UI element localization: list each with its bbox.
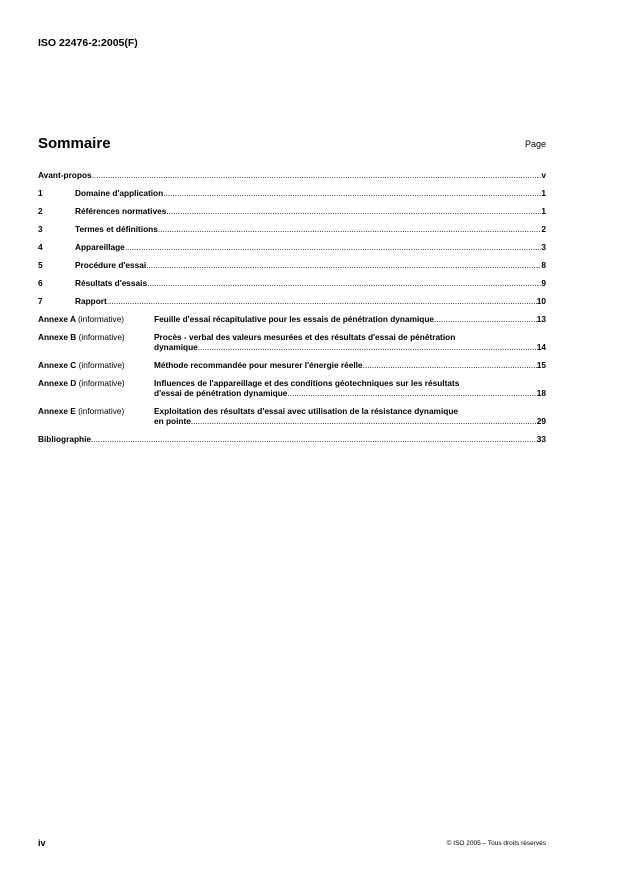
toc-entry-avant-propos[interactable] xyxy=(38,170,546,180)
dot-leader xyxy=(166,206,541,216)
toc-entry-text: Références normatives xyxy=(75,206,167,216)
dot-leader xyxy=(434,314,537,324)
toc-entry-3[interactable] xyxy=(38,224,546,234)
document-id: ISO 22476-2:2005(F) xyxy=(38,37,138,49)
toc-entry-text: Méthode recommandée pour mesurer l'énergie réelle xyxy=(154,360,363,370)
toc-entry-page: 9 xyxy=(541,278,546,288)
page-number: iv xyxy=(38,838,46,848)
toc-entry-number: 1 xyxy=(38,188,43,198)
toc-entry-text: Appareillage xyxy=(75,242,125,252)
toc-entry-page: 1 xyxy=(541,188,546,198)
toc-entry-text-continued: en pointe xyxy=(154,416,191,426)
toc-entry-text: Feuille d'essai récapitulative pour les essais de pénétration dynamique xyxy=(154,314,435,324)
dot-leader xyxy=(146,260,541,270)
annex-label: Annexe D (informative) xyxy=(38,378,125,388)
toc-entry-page: 8 xyxy=(541,260,546,270)
dot-leader xyxy=(163,188,541,198)
toc-entry-text: Avant-propos xyxy=(38,170,92,180)
copyright-notice: © ISO 2005 – Tous droits réservés xyxy=(446,840,546,847)
toc-entry-7[interactable] xyxy=(38,296,546,306)
toc-entry-number: 7 xyxy=(38,296,43,306)
toc-entry-page: 29 xyxy=(536,416,546,426)
dot-leader xyxy=(107,296,537,306)
toc-entry-page: 14 xyxy=(536,342,546,352)
toc-title: Sommaire xyxy=(38,135,111,152)
annex-label: Annexe A (informative) xyxy=(38,314,125,324)
toc-entry-text-continued: d'essai de pénétration dynamique xyxy=(154,388,288,398)
dot-leader xyxy=(363,360,537,370)
toc-entry-bibliographie[interactable] xyxy=(38,434,546,444)
toc-entry-2[interactable] xyxy=(38,206,546,216)
toc-entry-text: Domaine d'application xyxy=(75,188,164,198)
annex-label: Annexe C (informative) xyxy=(38,360,125,370)
toc-entry-page: v xyxy=(541,170,546,180)
page-column-label: Page xyxy=(524,139,546,149)
table-of-contents xyxy=(38,170,546,452)
toc-entry-text: Rapport xyxy=(75,296,107,306)
dot-leader xyxy=(92,170,542,180)
toc-entry-page: 2 xyxy=(541,224,546,234)
toc-entry-annexe-b[interactable] xyxy=(38,332,546,352)
toc-entry-text: Bibliographie xyxy=(38,434,92,444)
toc-entry-text-continued: dynamique xyxy=(154,342,198,352)
toc-entry-1[interactable] xyxy=(38,188,546,198)
toc-entry-5[interactable] xyxy=(38,260,546,270)
toc-entry-number: 5 xyxy=(38,260,43,270)
toc-entry-text: Résultats d'essais xyxy=(75,278,148,288)
dot-leader xyxy=(198,342,537,352)
toc-entry-page: 3 xyxy=(541,242,546,252)
toc-entry-annexe-d[interactable] xyxy=(38,378,546,398)
dot-leader xyxy=(91,434,537,444)
toc-entry-text: Influences de l'appareillage et des conditions géotechniques sur les résultats xyxy=(154,378,460,388)
dot-leader xyxy=(158,224,542,234)
annex-label: Annexe E (informative) xyxy=(38,406,125,416)
annex-label: Annexe B (informative) xyxy=(38,332,125,342)
toc-entry-number: 4 xyxy=(38,242,43,252)
dot-leader xyxy=(191,416,537,426)
toc-entry-number: 2 xyxy=(38,206,43,216)
toc-entry-6[interactable] xyxy=(38,278,546,288)
toc-entry-text: Termes et définitions xyxy=(75,224,158,234)
toc-entry-page: 1 xyxy=(541,206,546,216)
toc-entry-annexe-c[interactable] xyxy=(38,360,546,370)
toc-entry-4[interactable] xyxy=(38,242,546,252)
toc-entry-text: Exploitation des résultats d'essai avec utilisation de la résistance dynamique xyxy=(154,406,458,416)
toc-entry-page: 33 xyxy=(536,434,546,444)
toc-entry-number: 3 xyxy=(38,224,43,234)
toc-entry-annexe-a[interactable] xyxy=(38,314,546,324)
toc-entry-text: Procès - verbal des valeurs mesurées et des résultats d'essai de pénétration xyxy=(154,332,456,342)
toc-entry-page: 10 xyxy=(536,296,546,306)
toc-entry-number: 6 xyxy=(38,278,43,288)
dot-leader xyxy=(287,388,536,398)
toc-entry-page: 15 xyxy=(536,360,546,370)
toc-entry-text: Procédure d'essai xyxy=(75,260,147,270)
toc-entry-page: 13 xyxy=(536,314,546,324)
toc-entry-page: 18 xyxy=(536,388,546,398)
dot-leader xyxy=(125,242,542,252)
dot-leader xyxy=(147,278,541,288)
toc-entry-annexe-e[interactable] xyxy=(38,406,546,426)
